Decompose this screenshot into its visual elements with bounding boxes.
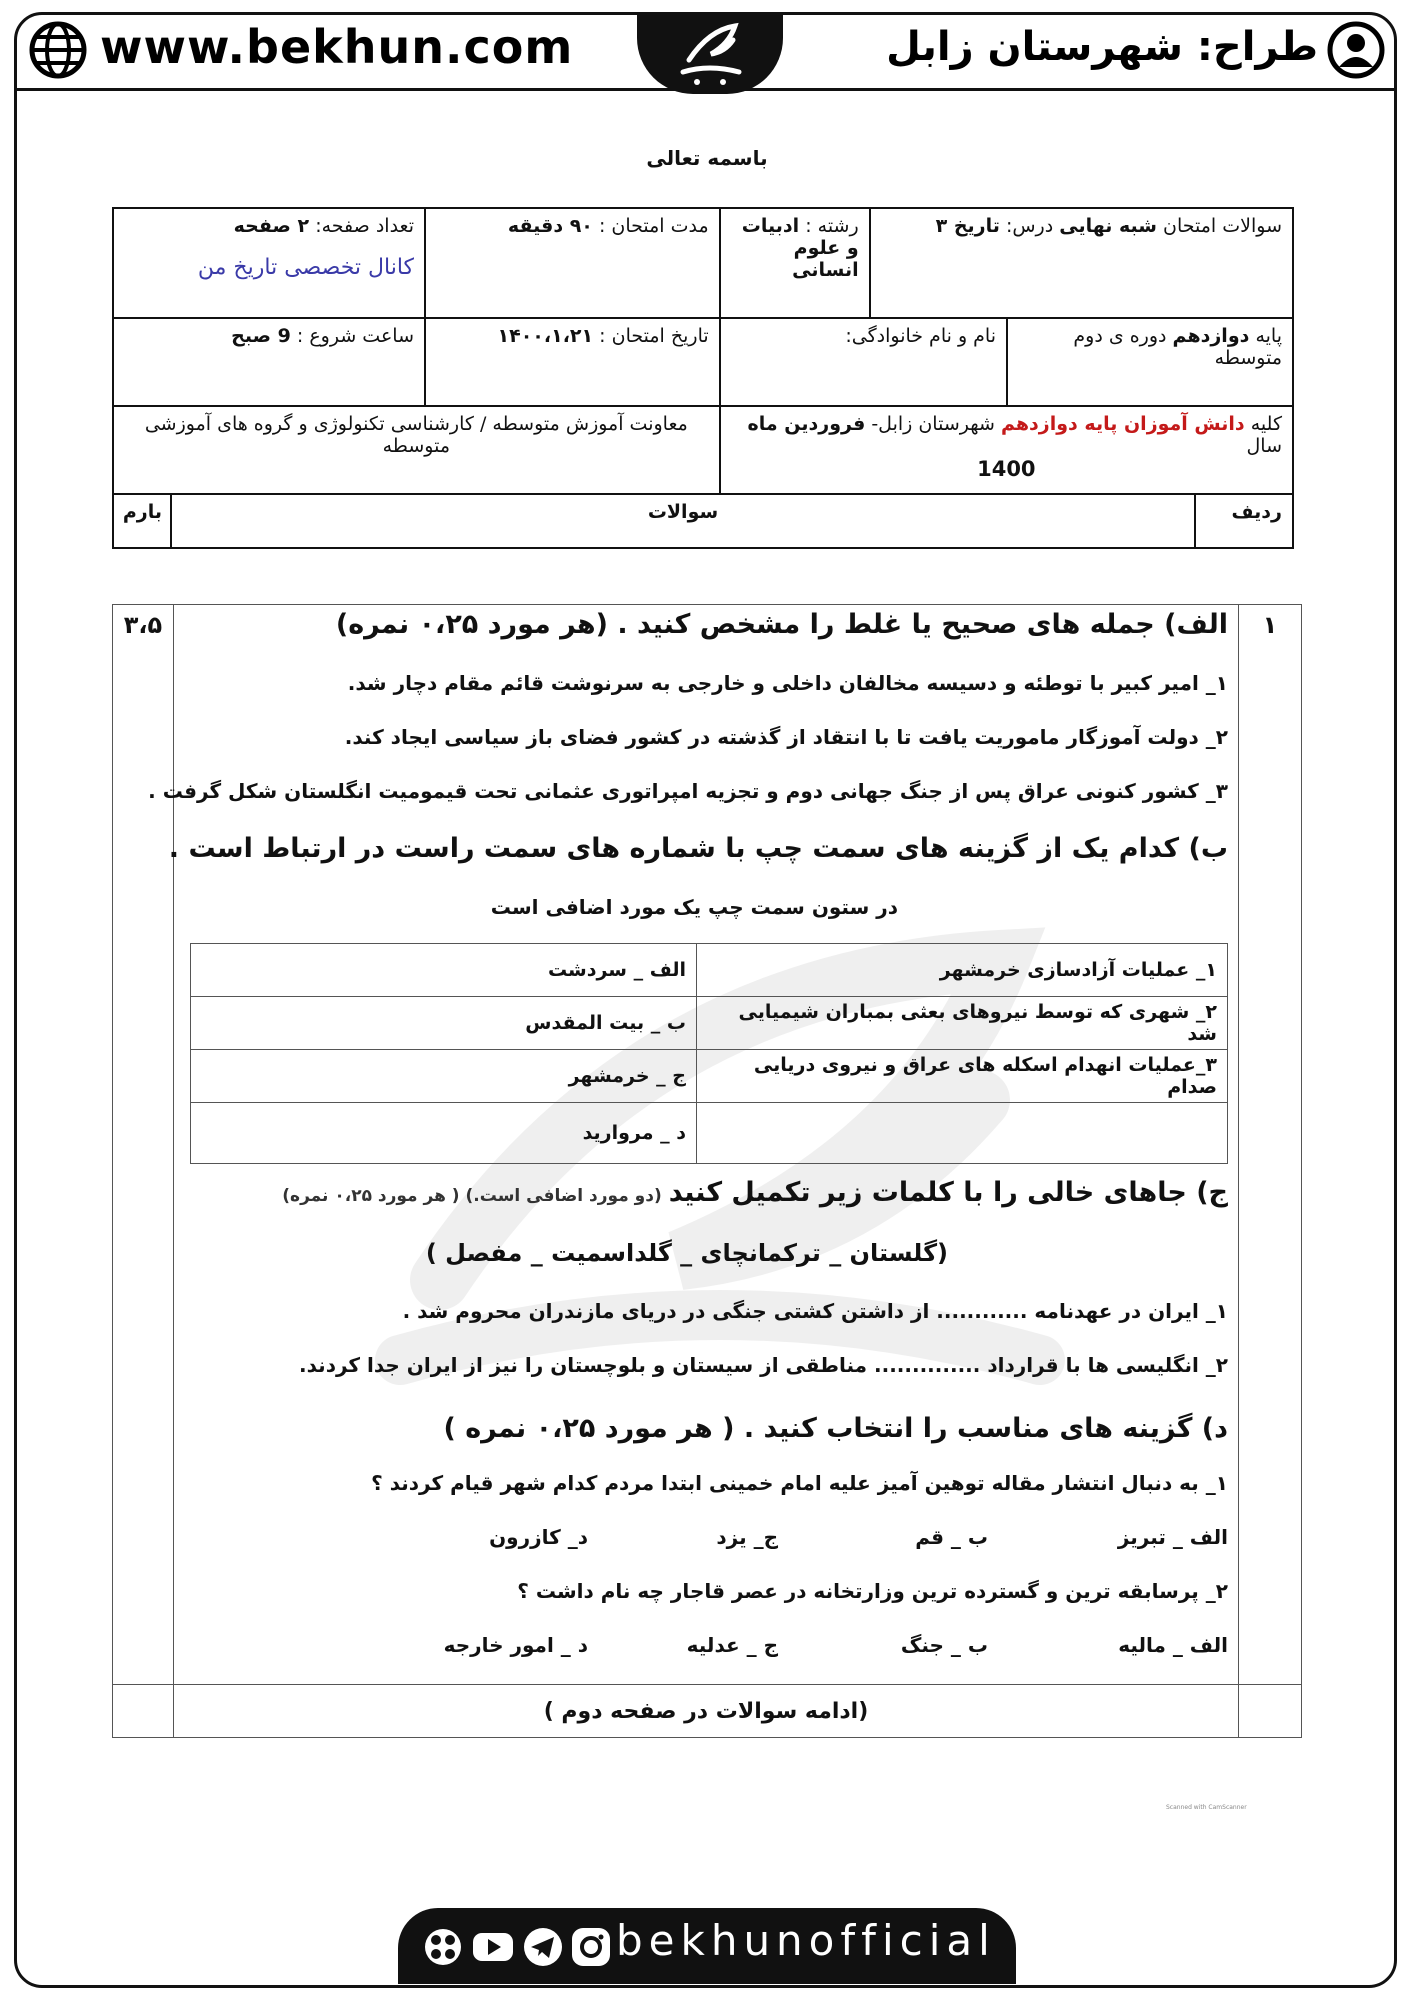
grade-suffix: دوره ی دوم متوسطه	[1073, 325, 1282, 369]
part-b-title: ب) کدام یک از گزینه های سمت چپ با شماره های سمت راست در ارتباط است .	[168, 833, 1228, 864]
field-value-1: ادبیات	[741, 215, 800, 237]
grade-prefix: پایه	[1255, 325, 1282, 347]
match-right-4	[697, 1103, 1228, 1164]
user-icon	[1326, 20, 1386, 80]
d-q2-option-a: الف _ مالیه	[1118, 1633, 1228, 1657]
part-a-item-3: ۳_ کشور کنونی عراق پس از جنگ جهانی دوم و تجزیه امپراتوری عثمانی تحت قیمومیت انگلستان شکل گرفت .	[148, 779, 1228, 803]
d-q2-option-c: ج _ عدلیه	[686, 1633, 778, 1657]
bekhun-logo	[637, 12, 783, 94]
exam-date-cell	[425, 318, 720, 406]
match-right-1: ۱_ عملیات آزادسازی خرمشهر	[697, 944, 1228, 997]
continue-note: (ادامه سوالات در صفحه دوم )	[174, 1685, 1239, 1738]
questions-table	[112, 604, 1302, 1738]
part-a-item-1: ۱_ امیر کبیر با توطئه و دسیسه مخالفان داخلی و خارجی به سرنوشت قائم مقام دچار شد.	[347, 671, 1228, 695]
matching-table	[190, 943, 1228, 1164]
exam-type: شبه نهایی	[1059, 215, 1157, 237]
basmala: باسمه تعالی	[646, 146, 768, 170]
start-time-cell	[113, 318, 425, 406]
footer-empty-left	[113, 1685, 174, 1738]
d-q2-option-b: ب _ جنگ	[900, 1633, 988, 1657]
part-b-note: در ستون سمت چپ یک مورد اضافی است	[490, 895, 898, 919]
audience-year-label: سال	[1246, 435, 1282, 457]
duration-cell	[425, 208, 720, 318]
audience-prefix: کلیه	[1250, 413, 1282, 435]
part-c-note: (دو مورد اضافی است.) ( هر مورد ۰،۲۵ نمره)	[282, 1186, 662, 1206]
part-c-item-1: ۱_ ایران در عهدنامه ............ از داشتن کشتی جنگی در دریای مازندران محروم شد .	[402, 1299, 1228, 1323]
audience-year: 1400	[977, 457, 1036, 481]
globe-icon	[28, 20, 88, 80]
match-right-3: ۳_عملیات انهدام اسکله های عراق و نیروی دریایی صدام	[697, 1050, 1228, 1103]
col-questions: سوالات	[647, 501, 719, 523]
student-name-label: نام و نام خانوادگی:	[845, 325, 996, 347]
exam-title-cell	[870, 208, 1293, 318]
exam-date-label: تاریخ امتحان :	[599, 325, 709, 347]
social-bar	[398, 1908, 1016, 1984]
d-q1-option-d: د_ کازرون	[489, 1525, 588, 1549]
match-right-2: ۲_ شهری که توسط نیروهای بعثی بمباران شیمیایی شد	[697, 997, 1228, 1050]
field-value-2: و علوم انسانی	[792, 237, 859, 281]
exam-info-table	[112, 207, 1294, 549]
d-q1-option-a: الف _ تبریز	[1117, 1525, 1228, 1549]
channel-text: کانال تخصصی تاریخ من	[197, 255, 414, 280]
pages-label: تعداد صفحه:	[315, 215, 414, 237]
lesson-name: تاریخ ۳	[935, 215, 1000, 237]
grade-cell	[1007, 318, 1293, 406]
col-score: بارم	[114, 495, 172, 547]
audience-month: فروردین ماه	[747, 413, 866, 435]
match-left-4: د _ مروارید	[191, 1103, 697, 1164]
part-d-question-1: ۱_ به دنبال انتشار مقاله توهین آمیز علیه امام خمینی ابتدا مردم کدام شهر قیام کردند ؟	[371, 1471, 1228, 1495]
header-divider	[14, 88, 1397, 91]
col-row: ردیف	[1194, 495, 1292, 547]
duration-value: ۹۰ دقیقه	[507, 215, 593, 237]
exam-date-value: ۱۴۰۰،۱،۲۱	[497, 325, 594, 347]
part-c-item-2: ۲_ انگلیسی ها با قرارداد .............. مناطقی از سیستان و بلوچستان را نیز از ایران جدا کردند.	[299, 1353, 1228, 1377]
match-left-1: الف _ سردشت	[191, 944, 697, 997]
match-left-2: ب _ بیت المقدس	[191, 997, 697, 1050]
part-d-question-2: ۲_ پرسابقه ترین و گسترده ترین وزارتخانه در عصر قاجار چه نام داشت ؟	[517, 1579, 1228, 1603]
part-a-item-2: ۲_ دولت آموزگار ماموریت یافت تا با انتقاد از گذشته در کشور فضای باز سیاسی ایجاد کند.	[344, 725, 1228, 749]
audience-cell	[720, 406, 1293, 494]
pages-value: ۲ صفحه	[233, 215, 310, 237]
d-q1-option-c: ج_ یزد	[716, 1525, 778, 1549]
question-score: ۳،۵	[113, 605, 174, 1685]
part-d-title: د) گزینه های مناسب را انتخاب کنید . ( هر مورد ۰،۲۵ نمره )	[443, 1413, 1228, 1444]
channel-name	[124, 255, 414, 280]
audience-highlight: دانش آموزان پایه دوازدهم	[1000, 413, 1245, 435]
question-body	[148, 605, 1239, 1685]
pages-cell	[113, 208, 425, 318]
part-c-heading	[282, 1177, 1228, 1208]
grade-value: دوازدهم	[1172, 325, 1250, 347]
field-label: رشته :	[805, 215, 859, 237]
d-q1-option-b: ب _ قم	[915, 1525, 988, 1549]
duration-label: مدت امتحان :	[598, 215, 709, 237]
d-q2-option-d: د _ امور خارجه	[443, 1633, 588, 1657]
audience-city: شهرستان زابل-	[871, 413, 995, 435]
site-url[interactable]: www.bekhun.com	[100, 20, 574, 74]
match-left-3: ج _ خرمشهر	[191, 1050, 697, 1103]
student-name-cell[interactable]	[720, 318, 1007, 406]
designer-label: طراح: شهرستان زابل	[886, 24, 1318, 70]
start-time-value: 9 صبح	[231, 325, 291, 347]
footer-empty-right	[1239, 1685, 1302, 1738]
organization-text: معاونت آموزش متوسطه / کارشناسی تکنولوژی و گروه های آموزشی متوسطه	[144, 413, 688, 457]
part-c-title: ج) جاهای خالی را با کلمات زیر تکمیل کنید	[668, 1177, 1228, 1208]
part-c-word-bank: (گلستان _ ترکمانچای _ گلداسمیت _ مفصل )	[425, 1239, 948, 1267]
column-header-row	[113, 494, 1293, 548]
organization-cell	[113, 406, 720, 494]
exam-prefix: سوالات امتحان	[1163, 215, 1282, 237]
social-handle[interactable]: bekhunofficial	[616, 1916, 996, 1965]
lesson-prefix: درس:	[1005, 215, 1054, 237]
youtube-icon[interactable]	[472, 1926, 514, 1968]
part-a-title: الف) جمله های صحیح یا غلط را مشخص کنید . (هر مورد ۰،۲۵ نمره)	[335, 609, 1228, 640]
aparat-icon[interactable]	[422, 1926, 464, 1968]
instagram-icon[interactable]	[570, 1926, 612, 1968]
telegram-icon[interactable]	[522, 1926, 564, 1968]
field-cell	[720, 208, 870, 318]
start-time-label: ساعت شروع :	[296, 325, 414, 347]
question-number: ۱	[1239, 605, 1302, 1685]
scanner-note: Scanned with CamScanner	[1166, 1804, 1247, 1811]
